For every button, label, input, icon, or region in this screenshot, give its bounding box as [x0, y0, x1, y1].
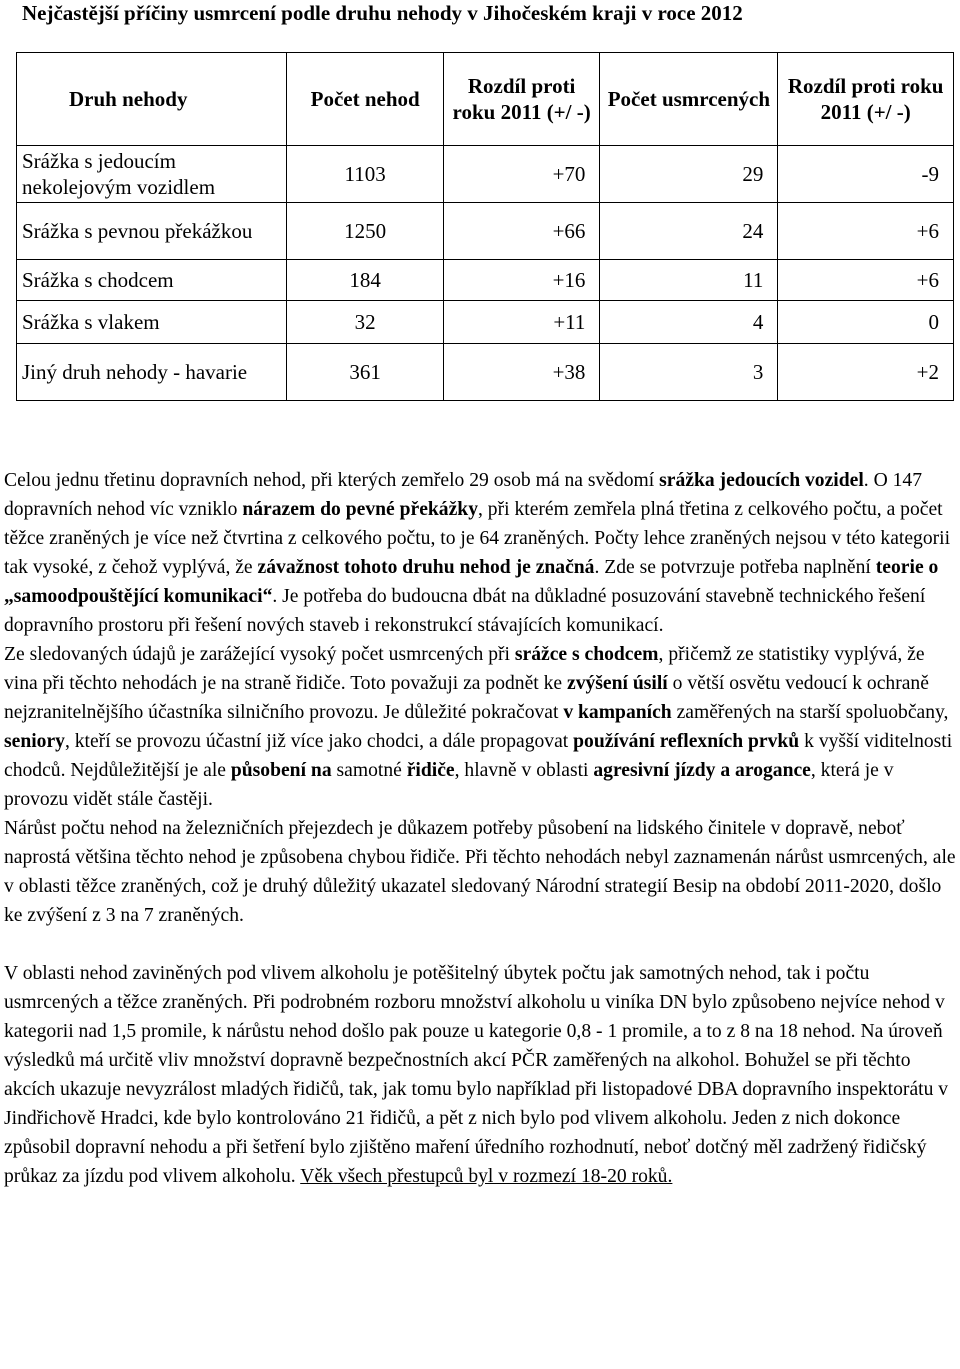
- cell-diff-accidents: +70: [443, 146, 600, 203]
- bold-span: v kampaních: [563, 702, 672, 723]
- text-span: k vyšší viditelnosti chodců. Nejdůležitější je ale: [4, 731, 953, 781]
- cell-type: Srážka s vlakem: [17, 301, 287, 344]
- cell-diff-killed: +6: [778, 260, 954, 301]
- cell-type: Jiný druh nehody - havarie: [17, 344, 287, 401]
- cell-type: Srážka s chodcem: [17, 260, 287, 301]
- text-span: V oblasti nehod zaviněných pod vlivem alkoholu je potěšitelný úbytek počtu jak samotných nehod, tak i počtu usmrcených a těžce zraněných. Při podrobném rozboru množství alkoholu u viníka DN bylo způsobeno nejvíce nehod v kategorii nad 1,5 promile, k nárůstu nehod došlo pak pouze u kategorie 0,8 - 1 promile, a to z 8 na 18 nehod. Na úroveň výsledků má určitě vliv množství dopravně bezpečnostních akcí PČR zaměřených na alkohol. Bohužel se při těchto akcích ukazuje nevyzrálost mladých řidičů, tak, jak tomu bylo například při listopadové DBA dopravního inspektorátu v Jindřichově Hradci, kde bylo kontrolováno 21 řidičů, a pět z nich bylo pod vlivem alkoholu. Jeden z nich dokonce způsobil dopravní nehodu a při šetření bylo zjištěno maření úředního rozhodnutí, neboť dotčný měl zadržený řidičský průkaz za jízdu pod vlivem alkoholu.: [4, 963, 949, 1187]
- bold-span: řidiče: [406, 760, 455, 781]
- cell-killed: 29: [600, 146, 778, 203]
- paragraph-railway-crossings: Nárůst počtu nehod na železničních přejezdech je důkazem potřeby působení na lidského činitele v dopravě, neboť naprostá většina těchto nehod je způsobena chybou řidiče. Při těchto nehodách nebyl zaznamenán nárůst usmrcených, ale v oblasti těžce zraněných, což je druhý důležitý ukazatel sledovaný Národní strategií Besip na období 2011-2020, došlo ke zvýšení z 3 na 7 zraněných.: [4, 818, 956, 926]
- paragraph-pedestrians: [4, 640, 956, 814]
- bold-span: teorie o „samoodpouštějící komunikaci“: [4, 557, 939, 607]
- table-row: [17, 260, 954, 301]
- paragraph-alcohol: [4, 959, 956, 1191]
- cell-diff-accidents: +38: [443, 344, 600, 401]
- bold-span: agresivní jízdy a arogance: [593, 760, 811, 781]
- table-row: [17, 301, 954, 344]
- cell-diff-killed: +2: [778, 344, 954, 401]
- text-span: , kteří se provozu účastní již více jako chodci, a dále propagovat: [64, 731, 574, 752]
- bold-span: zvýšení úsilí: [567, 673, 668, 694]
- cell-diff-accidents: +16: [443, 260, 600, 301]
- text-span: Ze sledovaných údajů je zarážející vysoký počet usmrcených při: [4, 644, 515, 665]
- header-accident-count: Počet nehod: [287, 53, 443, 146]
- text-span: o větší osvětu vedoucí k ochraně nejzranitelnějšího účastníka silničního provozu. Je důležité pokračovat: [4, 673, 929, 723]
- cell-killed: 24: [600, 203, 778, 260]
- bold-span: používání reflexních prvků: [573, 731, 800, 752]
- underlined-span: Věk všech přestupců byl v rozmezí 18-20 roků.: [300, 1166, 673, 1187]
- table-row: [17, 146, 954, 203]
- table-row: [17, 203, 954, 260]
- header-killed-diff: Rozdíl proti roku 2011 (+/ -): [778, 53, 954, 146]
- cell-diff-killed: -9: [778, 146, 954, 203]
- header-accident-type: Druh nehody: [17, 53, 287, 146]
- bold-span: závažnost tohoto druhu nehod je značná: [257, 557, 595, 578]
- cell-killed: 4: [600, 301, 778, 344]
- accident-table: [16, 52, 954, 401]
- cell-type: Srážka s pevnou překážkou: [17, 203, 287, 260]
- cell-accidents: 361: [287, 344, 443, 401]
- text-span: , přičemž ze statistiky vyplývá, že vina při těchto nehodách je na straně řidiče. Toto považuji za podnět ke: [4, 644, 925, 694]
- text-span: . Je potřeba do budoucna dbát na důkladné posuzování stavebně technického řešení dopravního prostoru při řešení nových staveb i rekonstrukcí stávajících komunikací.: [4, 586, 926, 636]
- bold-span: srážka jedoucích vozidel: [659, 470, 864, 491]
- cell-killed: 11: [600, 260, 778, 301]
- cell-diff-accidents: +66: [443, 203, 600, 260]
- cell-diff-killed: +6: [778, 203, 954, 260]
- cell-accidents: 1250: [287, 203, 443, 260]
- paragraph-gap: [4, 930, 956, 959]
- bold-span: působení na: [230, 760, 332, 781]
- cell-diff-accidents: +11: [443, 301, 600, 344]
- text-span: , která je v provozu vidět stále častěji.: [4, 760, 894, 810]
- page-title: Nejčastější příčiny usmrcení podle druhu nehody v Jihočeském kraji v roce 2012: [22, 1, 743, 25]
- text-span: . Zde se potvrzuje potřeba naplnění: [594, 557, 876, 578]
- cell-accidents: 32: [287, 301, 443, 344]
- paragraph-head-on-collisions: [4, 466, 956, 640]
- text-span: , hlavně v oblasti: [454, 760, 594, 781]
- bold-span: nárazem do pevné překážky: [242, 499, 478, 520]
- text-span: . O 147 dopravních nehod víc vzniklo: [4, 470, 923, 520]
- cell-diff-killed: 0: [778, 301, 954, 344]
- text-span: samotné: [331, 760, 407, 781]
- table-header-row: [17, 53, 954, 146]
- bold-span: srážce s chodcem: [514, 644, 659, 665]
- text-span: zaměřených na starší spoluobčany,: [671, 702, 949, 723]
- header-accident-diff: Rozdíl proti roku 2011 (+/ -): [443, 53, 600, 146]
- table-row: [17, 344, 954, 401]
- text-span: Celou jednu třetinu dopravních nehod, při kterých zemřelo 29 osob má na svědomí: [4, 470, 660, 491]
- cell-accidents: 1103: [287, 146, 443, 203]
- cell-type: Srážka s jedoucím nekolejovým vozidlem: [17, 146, 287, 203]
- bold-span: seniory: [4, 731, 65, 752]
- cell-killed: 3: [600, 344, 778, 401]
- header-killed-count: Počet usmrcených: [600, 53, 778, 146]
- text-span: , při kterém zemřela plná třetina z celkového počtu, a počet těžce zraněných je více než čtvrtina z celkového počtu, to je 64 zraněných. Počty lehce zraněných nejsou v této kategorii tak vysoké, z čehož vyplývá, že: [4, 499, 951, 578]
- body-text: [4, 466, 956, 1191]
- cell-accidents: 184: [287, 260, 443, 301]
